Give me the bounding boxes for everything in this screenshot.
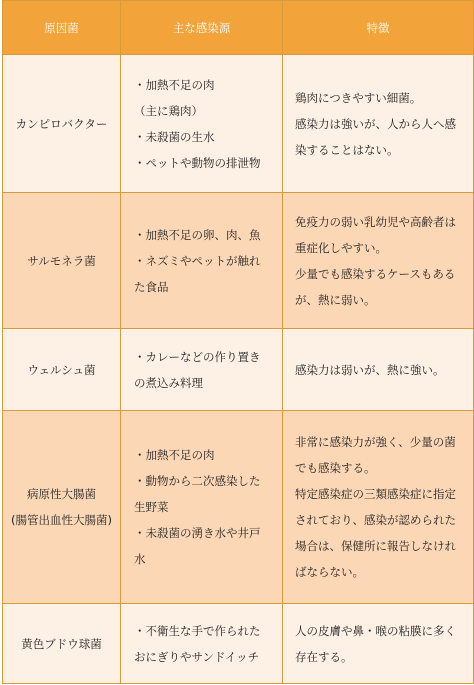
source-line: の煮込み料理 xyxy=(134,375,203,390)
table-row-staphylococcus xyxy=(3,604,474,684)
pathogen-name: カンピロバクター xyxy=(15,116,108,131)
features-cell xyxy=(283,55,474,193)
header-sources: 主な感染源 xyxy=(121,1,283,55)
pathogen-cell xyxy=(3,411,121,604)
pathogen-name: サルモネラ菌 xyxy=(27,253,96,268)
source-line: ・未殺菌の湧き水や井戸 xyxy=(134,526,261,540)
header-pathogen: 原因菌 xyxy=(3,1,121,55)
pathogen-cell xyxy=(3,55,121,193)
pathogen-cell xyxy=(3,604,121,684)
pathogen-cell xyxy=(3,193,121,329)
source-line: ・ネズミやペットが触れ xyxy=(134,253,261,268)
pathogen-cell xyxy=(3,329,121,411)
pathogen-name: ウェルシュ菌 xyxy=(27,362,96,377)
table-row-welchii xyxy=(3,329,474,411)
feature-line: 存在する。 xyxy=(295,649,353,664)
feature-line: でも感染する。 xyxy=(295,461,376,475)
source-line: 生野菜 xyxy=(134,500,169,514)
pathogen-name: 病原性大腸菌 xyxy=(27,487,96,501)
sources-cell xyxy=(121,55,283,193)
food-poisoning-table xyxy=(2,0,474,684)
table-row-ecoli xyxy=(3,411,474,604)
feature-line: 少量でも感染するケースもある xyxy=(295,266,456,281)
feature-line: 鶏肉につきやすい細菌。 xyxy=(295,90,422,105)
sources-cell xyxy=(121,193,283,329)
features-cell xyxy=(283,193,474,329)
pathogen-name: 黄色ブドウ球菌 xyxy=(21,636,102,651)
feature-line: ばならない。 xyxy=(295,565,364,579)
feature-line: 非常に感染力が強く、少量の菌 xyxy=(295,435,456,449)
source-line: ・カレーなどの作り置き xyxy=(134,349,261,364)
table-row-campylobacter xyxy=(3,55,474,193)
feature-line: 場合は、保健所に報告しなけれ xyxy=(295,539,456,553)
feature-line: 感染力は強いが、人から人へ感 xyxy=(295,116,456,131)
pathogen-subname: (腸管出血性大腸菌) xyxy=(11,513,112,527)
source-line: 水 xyxy=(134,552,146,566)
source-line: ・不衛生な手で作られた xyxy=(134,623,261,638)
header-row xyxy=(3,1,474,55)
header-features: 特徴 xyxy=(283,1,474,55)
source-line: おにぎりやサンドイッチ xyxy=(134,649,260,664)
sources-cell xyxy=(121,604,283,684)
source-line: ・未殺菌の生水 xyxy=(134,129,215,144)
feature-line: 染することはない。 xyxy=(295,142,399,157)
feature-line: 特定感染症の三類感染症に指定 xyxy=(295,487,456,501)
feature-line: が、熱に弱い。 xyxy=(295,292,376,307)
sources-cell xyxy=(121,329,283,411)
feature-line: 人の皮膚や鼻・喉の粘膜に多く xyxy=(295,623,456,638)
feature-line: されており、感染が認められた xyxy=(295,513,456,527)
features-cell xyxy=(283,604,474,684)
source-line: ・ペットや動物の排泄物 xyxy=(134,155,261,170)
sources-cell xyxy=(121,411,283,604)
source-line: ・加熱不足の肉 xyxy=(134,448,215,462)
source-line: た食品 xyxy=(134,279,169,294)
features-cell xyxy=(283,411,474,604)
source-line: （主に鶏肉） xyxy=(134,103,203,118)
feature-line: 重症化しやすい。 xyxy=(295,240,387,255)
source-line: ・加熱不足の卵、肉、魚 xyxy=(134,227,261,242)
feature-line: 免疫力の弱い乳幼児や高齢者は xyxy=(295,214,456,229)
table-row-salmonella xyxy=(3,193,474,329)
source-line: ・加熱不足の肉 xyxy=(134,77,215,92)
source-line: ・動物から二次感染した xyxy=(134,474,261,488)
features-cell xyxy=(283,329,474,411)
feature-line: 感染力は弱いが、熱に強い。 xyxy=(295,362,445,377)
